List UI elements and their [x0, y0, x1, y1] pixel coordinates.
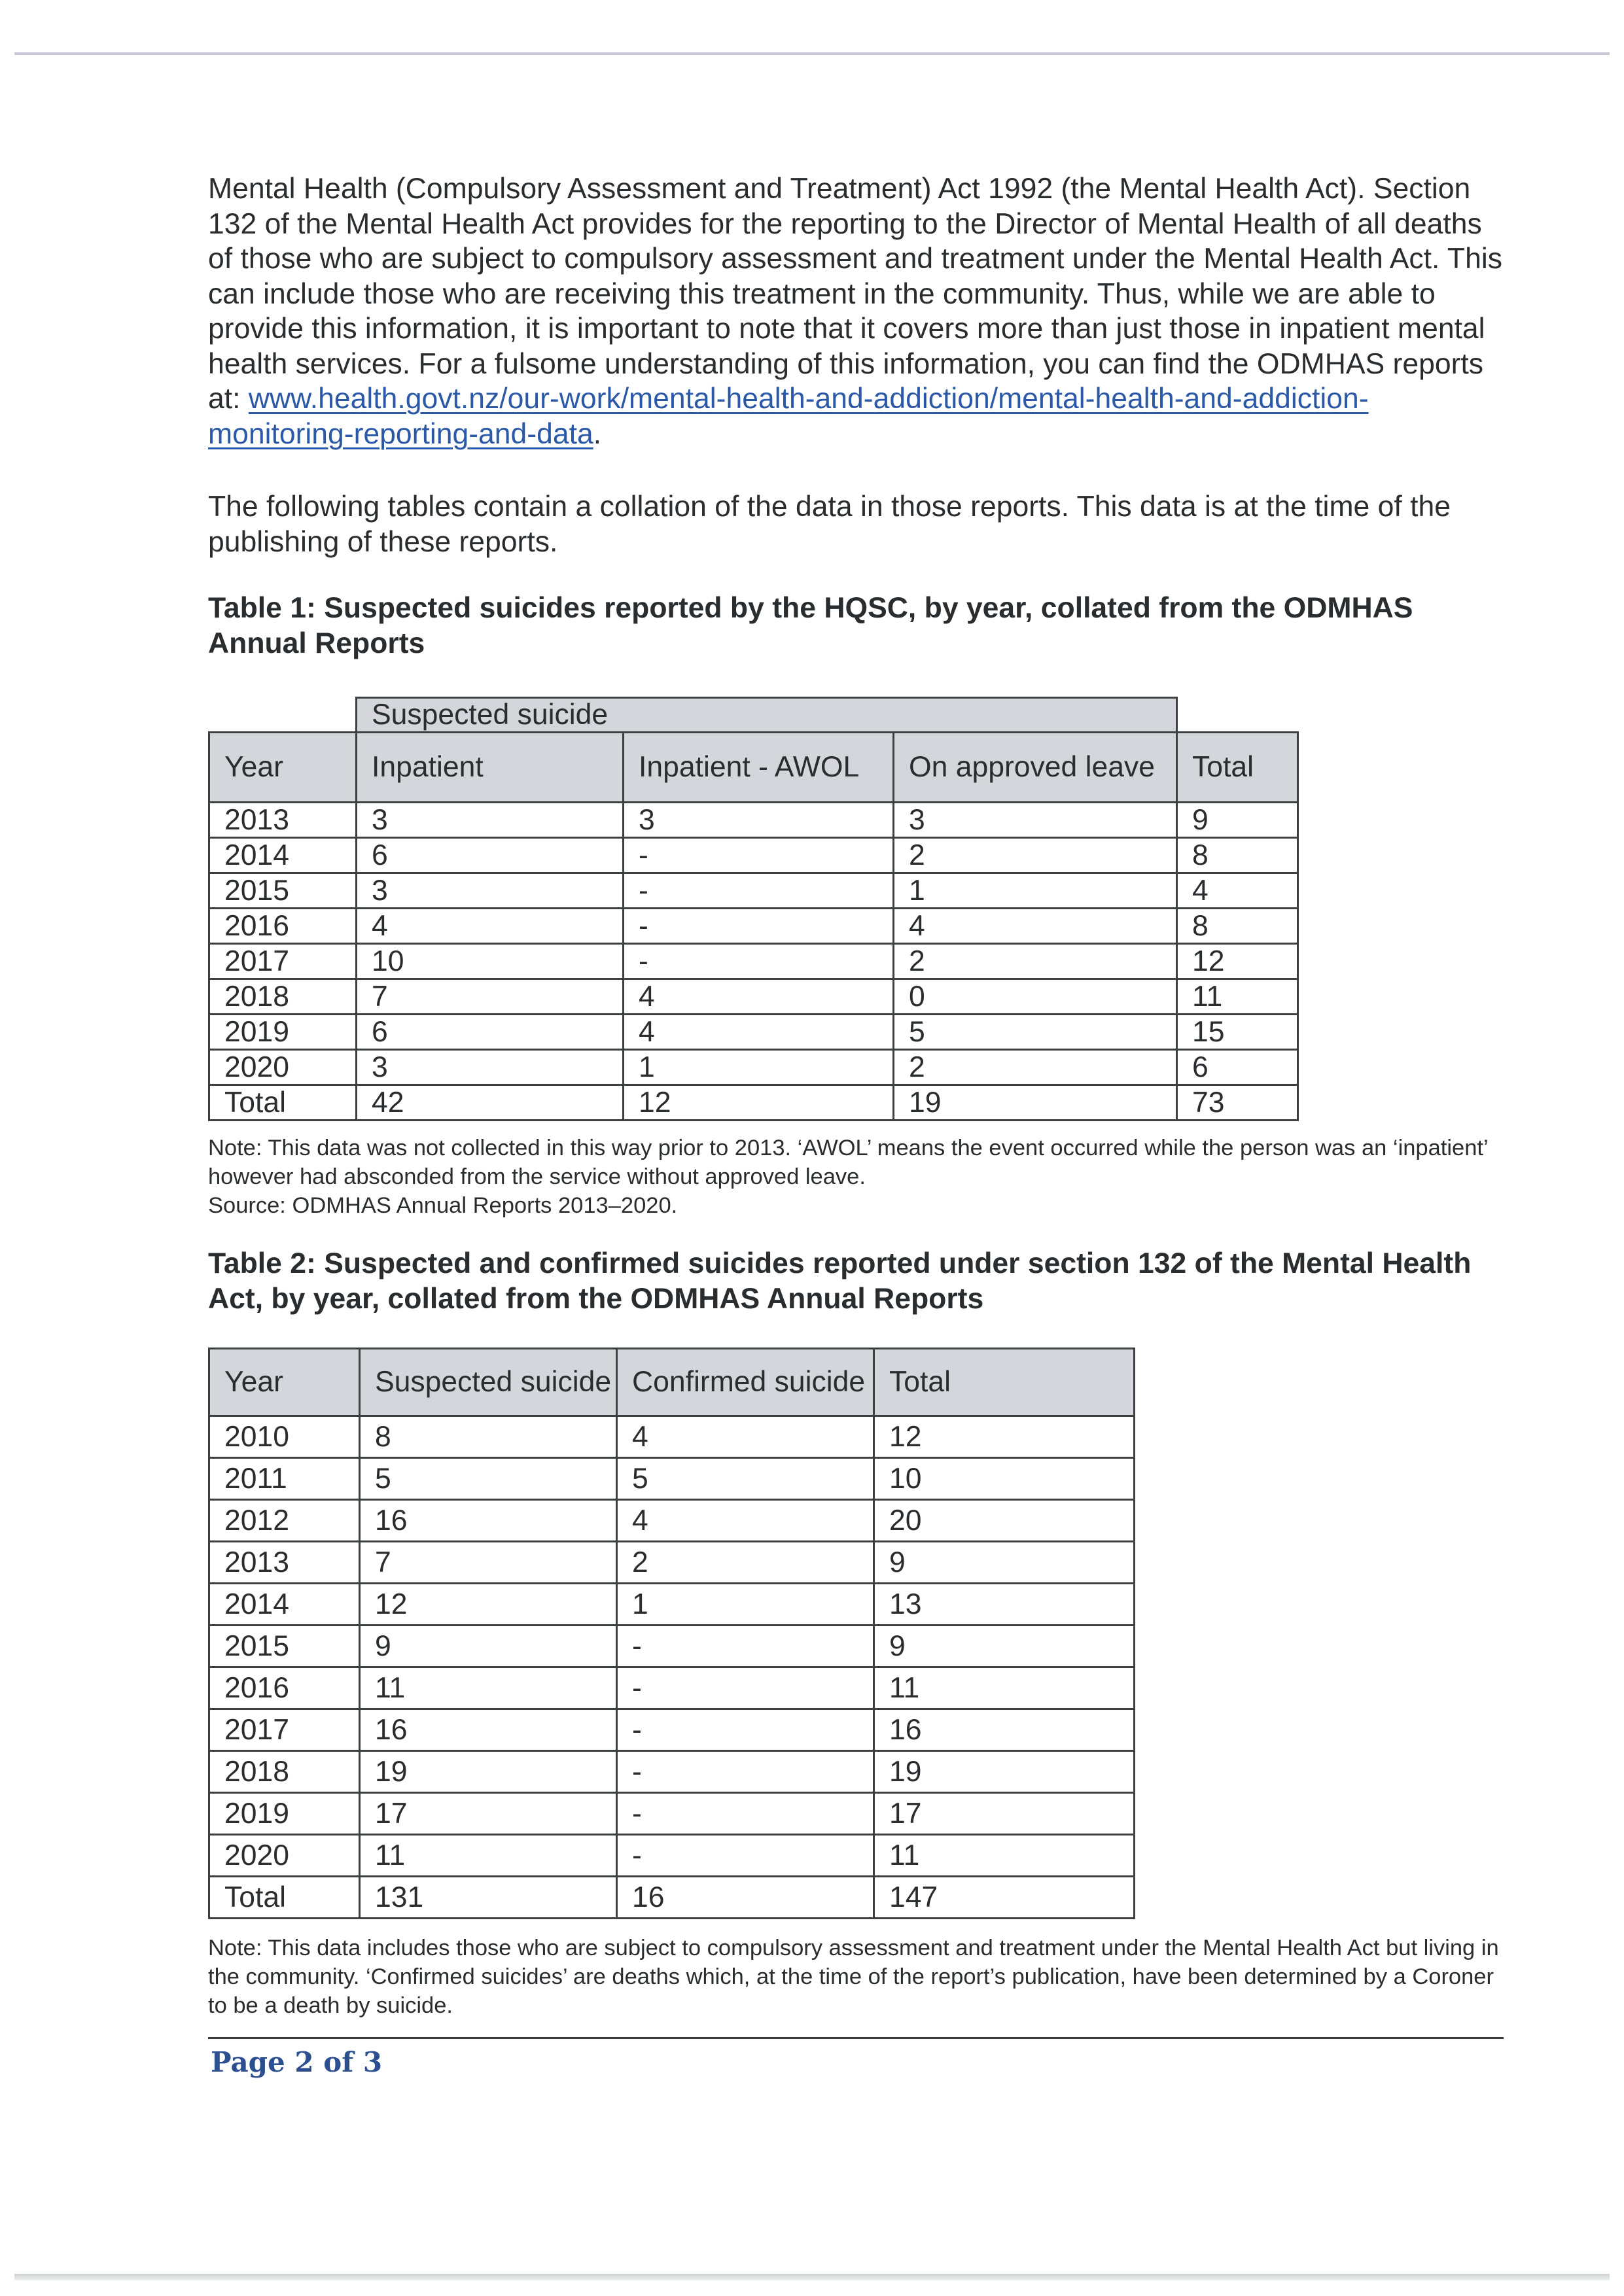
cell-year: 2017	[209, 1709, 360, 1751]
collation-paragraph: The following tables contain a collation of the data in those reports. This data is at the time of the publishing of these reports.	[208, 491, 1451, 558]
table1-group-blank-right	[1177, 698, 1298, 733]
cell-year: 2013	[209, 803, 357, 838]
table1-header-row	[209, 733, 1298, 803]
table2-header-year: Year	[209, 1349, 360, 1416]
cell-total: 9	[874, 1542, 1135, 1584]
table1-header-inpatient: Inpatient	[357, 733, 624, 803]
table1-header-approved-leave: On approved leave	[894, 733, 1177, 803]
cell-total: 11	[874, 1835, 1135, 1877]
cell-year: Total	[209, 1085, 357, 1121]
table-row	[209, 1542, 1135, 1584]
cell-total: 6	[1177, 1050, 1298, 1085]
cell-suspected: 8	[360, 1416, 617, 1458]
cell-leave: 4	[894, 909, 1177, 944]
cell-suspected: 19	[360, 1751, 617, 1793]
table2-header-suspected: Suspected suicide	[360, 1349, 617, 1416]
cell-leave: 2	[894, 838, 1177, 873]
cell-total: 20	[874, 1500, 1135, 1542]
cell-leave: 19	[894, 1085, 1177, 1121]
table-row	[209, 1626, 1135, 1667]
cell-total: 4	[1177, 873, 1298, 909]
table1-suspected-suicides-hqsc	[208, 697, 1299, 1121]
scan-edge-bottom	[14, 2274, 1610, 2280]
cell-suspected: 11	[360, 1667, 617, 1709]
cell-total: 15	[1177, 1015, 1298, 1050]
cell-year: Total	[209, 1877, 360, 1919]
cell-awol: 4	[624, 979, 894, 1015]
table1-header-year: Year	[209, 733, 357, 803]
cell-confirmed: 16	[617, 1877, 874, 1919]
cell-total: 19	[874, 1751, 1135, 1793]
table-row	[209, 1458, 1135, 1500]
cell-leave: 0	[894, 979, 1177, 1015]
cell-confirmed: 4	[617, 1416, 874, 1458]
cell-total: 11	[1177, 979, 1298, 1015]
table-row	[209, 803, 1298, 838]
cell-total: 17	[874, 1793, 1135, 1835]
cell-confirmed: -	[617, 1667, 874, 1709]
table-row	[209, 944, 1298, 979]
cell-suspected: 16	[360, 1709, 617, 1751]
cell-inpatient: 3	[357, 1050, 624, 1085]
cell-total: 147	[874, 1877, 1135, 1919]
table-row	[209, 873, 1298, 909]
cell-year: 2010	[209, 1416, 360, 1458]
page-number: Page 2 of 3	[211, 2046, 383, 2078]
cell-year: 2020	[209, 1050, 357, 1085]
cell-inpatient: 4	[357, 909, 624, 944]
cell-year: 2017	[209, 944, 357, 979]
cell-confirmed: 4	[617, 1500, 874, 1542]
cell-confirmed: 1	[617, 1584, 874, 1626]
cell-total: 10	[874, 1458, 1135, 1500]
table1-header-inpatient-awol: Inpatient - AWOL	[624, 733, 894, 803]
cell-inpatient: 7	[357, 979, 624, 1015]
cell-awol: 4	[624, 1015, 894, 1050]
cell-awol: -	[624, 838, 894, 873]
cell-suspected: 12	[360, 1584, 617, 1626]
cell-year: 2018	[209, 979, 357, 1015]
cell-confirmed: -	[617, 1626, 874, 1667]
cell-leave: 2	[894, 1050, 1177, 1085]
cell-total: 8	[1177, 838, 1298, 873]
cell-suspected: 17	[360, 1793, 617, 1835]
table1-header-total: Total	[1177, 733, 1298, 803]
cell-year: 2016	[209, 1667, 360, 1709]
scan-edge-top	[14, 52, 1610, 55]
table-row	[209, 1751, 1135, 1793]
table-row	[209, 1793, 1135, 1835]
cell-total: 12	[1177, 944, 1298, 979]
cell-year: 2020	[209, 1835, 360, 1877]
table-total-row	[209, 1085, 1298, 1121]
cell-inpatient: 6	[357, 1015, 624, 1050]
cell-confirmed: -	[617, 1709, 874, 1751]
cell-year: 2018	[209, 1751, 360, 1793]
cell-total: 73	[1177, 1085, 1298, 1121]
cell-confirmed: 5	[617, 1458, 874, 1500]
cell-year: 2015	[209, 1626, 360, 1667]
cell-inpatient: 3	[357, 873, 624, 909]
cell-inpatient: 10	[357, 944, 624, 979]
cell-leave: 2	[894, 944, 1177, 979]
table2-suspected-confirmed-suicides	[208, 1348, 1135, 1919]
table-row	[209, 838, 1298, 873]
intro-text: Mental Health (Compulsory Assessment and Treatment) Act 1992 (the Mental Health Act). Section 132 of the Mental Health Act provides for the reporting to the Director of Mental Health of all deaths of those who are subject to compulsory assessment and treatment under the Mental Health Act. This can include those who are receiving this treatment in the community. Thus, while we are able to provide this information, it is important to note that it covers more than just those in inpatient mental health services. For a fulsome understanding of this information, you can find the ODMHAS reports at:	[208, 173, 1502, 415]
cell-year: 2011	[209, 1458, 360, 1500]
cell-year: 2019	[209, 1793, 360, 1835]
cell-leave: 1	[894, 873, 1177, 909]
cell-total: 13	[874, 1584, 1135, 1626]
cell-total: 11	[874, 1667, 1135, 1709]
cell-year: 2016	[209, 909, 357, 944]
table2-caption: Table 2: Suspected and confirmed suicides reported under section 132 of the Mental Health Act, by year, collated from the ODMHAS Annual Reports	[208, 1247, 1472, 1315]
table-row	[209, 1584, 1135, 1626]
table2-header-confirmed: Confirmed suicide	[617, 1349, 874, 1416]
intro-paragraph	[208, 171, 1504, 451]
table1-note: Note: This data was not collected in this way prior to 2013. ‘AWOL’ means the event occurred while the person was an ‘inpatient’ however had absconded from the service without approved leave.	[208, 1136, 1488, 1189]
cell-total: 8	[1177, 909, 1298, 944]
cell-inpatient: 6	[357, 838, 624, 873]
cell-leave: 5	[894, 1015, 1177, 1050]
table-row	[209, 1709, 1135, 1751]
cell-total: 9	[874, 1626, 1135, 1667]
table-row	[209, 909, 1298, 944]
cell-total: 16	[874, 1709, 1135, 1751]
table2-header-total: Total	[874, 1349, 1135, 1416]
cell-suspected: 7	[360, 1542, 617, 1584]
table2-header-row	[209, 1349, 1135, 1416]
table1-caption: Table 1: Suspected suicides reported by the HQSC, by year, collated from the ODMHAS Annual Reports	[208, 592, 1413, 659]
cell-inpatient: 3	[357, 803, 624, 838]
cell-confirmed: -	[617, 1751, 874, 1793]
cell-leave: 3	[894, 803, 1177, 838]
cell-awol: -	[624, 873, 894, 909]
cell-year: 2014	[209, 838, 357, 873]
table1-group-header-row	[209, 698, 1298, 733]
cell-suspected: 9	[360, 1626, 617, 1667]
table-row	[209, 1835, 1135, 1877]
cell-year: 2013	[209, 1542, 360, 1584]
table1-source: Source: ODMHAS Annual Reports 2013–2020.	[208, 1193, 678, 1218]
cell-awol: -	[624, 944, 894, 979]
cell-suspected: 131	[360, 1877, 617, 1919]
cell-inpatient: 42	[357, 1085, 624, 1121]
cell-suspected: 5	[360, 1458, 617, 1500]
table2-note: Note: This data includes those who are subject to compulsory assessment and treatment under the Mental Health Act but living in the community. ‘Confirmed suicides’ are deaths which, at the time of the report’s publication, have been determined by a Coroner to be a death by suicide.	[208, 1936, 1499, 2018]
table-row	[209, 1667, 1135, 1709]
table-total-row	[209, 1877, 1135, 1919]
odmhas-reports-link[interactable]: www.health.govt.nz/our-work/mental-health-and-addiction/mental-health-and-addiction-monitoring-reporting-and-data	[208, 383, 1369, 450]
cell-confirmed: -	[617, 1835, 874, 1877]
table1-group-header: Suspected suicide	[357, 698, 1177, 733]
cell-year: 2014	[209, 1584, 360, 1626]
cell-awol: 3	[624, 803, 894, 838]
cell-awol: 12	[624, 1085, 894, 1121]
cell-total: 12	[874, 1416, 1135, 1458]
cell-suspected: 16	[360, 1500, 617, 1542]
cell-suspected: 11	[360, 1835, 617, 1877]
table-row	[209, 1416, 1135, 1458]
table-row	[209, 1500, 1135, 1542]
cell-awol: -	[624, 909, 894, 944]
table-row	[209, 1015, 1298, 1050]
cell-year: 2012	[209, 1500, 360, 1542]
cell-year: 2015	[209, 873, 357, 909]
cell-awol: 1	[624, 1050, 894, 1085]
cell-confirmed: -	[617, 1793, 874, 1835]
cell-total: 9	[1177, 803, 1298, 838]
intro-trailing: .	[593, 417, 602, 450]
table-row	[209, 979, 1298, 1015]
cell-confirmed: 2	[617, 1542, 874, 1584]
cell-year: 2019	[209, 1015, 357, 1050]
table-row	[209, 1050, 1298, 1085]
footer-divider	[208, 2037, 1504, 2039]
table1-group-blank	[209, 698, 357, 733]
